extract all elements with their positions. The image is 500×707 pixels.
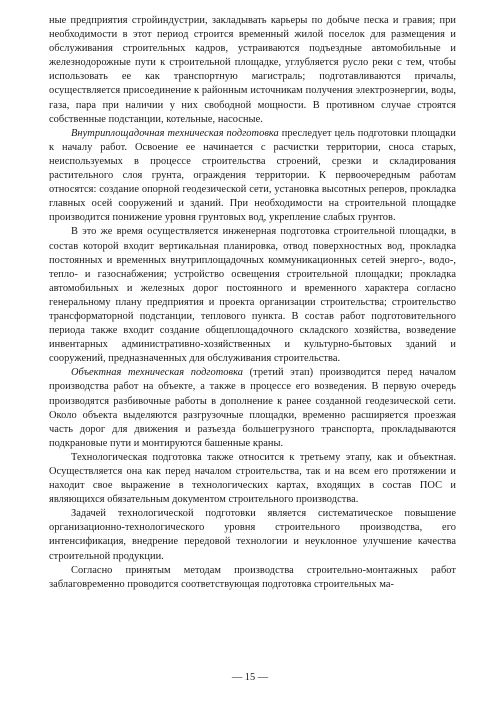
paragraph-5 <box>49 451 456 507</box>
paragraph-3-text: В это же время осуществляется инженерная подготовка строительной площадки, в состав которой входит вертикальная планировка, отвод поверхностных вод, прокладка постоянных и временных внутриплощадочных коммуникационных сетей энерго-, водо-, тепло- и газоснабжения; устройство освещения строительной площадки; прокладка автомобильных и железных дорог постоянного и временного характера согласно генеральному плану предприятия и проекта организации строительства; строительство трансформаторной подстанции, теплового пункта. В состав работ подготовительного периода также входит создание общеплощадочного складского хозяйства, возведение инвентарных административно-хозяйственных и культурно-бытовых зданий и сооружений, предназначенных для обслуживания строительства. <box>49 226 456 365</box>
paragraph-4-text: (третий этап) производится перед началом производства работ на объекте, а также в процессе его возведения. В первую очередь производятся разбивочные работы в дополнение к ранее созданной геодезической сети. Около объекта выделяются разгрузочные площадки, временно расширяется проезжая часть дорог для движения и разъезда большегрузного транспорта, прокладываются подкрановые пути и монтируются башенные краны. <box>49 367 456 449</box>
paragraph-2-lead: Внутриплощадочная техническая подготовка <box>71 127 279 139</box>
body-text <box>49 14 456 592</box>
paragraph-1 <box>49 14 456 127</box>
paragraph-2 <box>49 127 456 226</box>
paragraph-3 <box>49 225 456 366</box>
paragraph-4-lead: Объектная техническая подготовка <box>71 367 244 379</box>
paragraph-7 <box>49 564 456 592</box>
paragraph-1-text: ные предприятия стройиндустрии, закладывать карьеры по добыче песка и гравия; при необходимости в этот период строится временный жилой поселок для размещения и обслуживания строительных кадров, устраиваются подъездные автомобильные и железнодорожные пути к строительной площадке, углубляется русло реки с тем, чтобы использовать ее как транспортную магистраль; подготавливаются причалы, осуществляется присоединение к районным источникам получения электроэнергии, воды, газа, пара при наличии у них свободной мощности. В противном случае строятся собственные подстанции, котельные, насосные. <box>49 15 456 125</box>
paragraph-6-text: Задачей технологической подготовки является систематическое повышение организационно-технологического уровня строительного производства, его интенсификация, внедрение передовой технологии и неуклонное улучшение качества строительной продукции. <box>49 508 456 562</box>
paragraph-5-text: Технологическая подготовка также относится к третьему этапу, как и объектная. Осуществляется она как перед началом строительства, так и на всем его протяжении и находит свое выражение в технологических картах, входящих в состав ПОС и являющихся обязательным документом строительного производства. <box>49 451 456 506</box>
paragraph-4 <box>49 366 456 451</box>
paragraph-6 <box>49 507 456 563</box>
paragraph-7-text: Согласно принятым методам производства строительно-монтажных работ заблаговременно проводится соответствующая подготовка строительных ма- <box>49 564 456 590</box>
page-number: — 15 — <box>231 672 269 683</box>
paragraph-2-text: преследует цель подготовки площадки к началу работ. Освоение ее начинается с расчистки территории, сноса старых, неиспользуемых в процессе строительства строений, срезки и складирования растительного слоя грунта, ограждения территории. К первоочередным работам относятся: создание опорной геодезической сети, установка высотных реперов, прокладка главных осей сооружений и зданий. При необходимости на строительной площадке производится понижение уровня грунтовых вод, укрепление слабых грунтов. <box>49 127 456 224</box>
